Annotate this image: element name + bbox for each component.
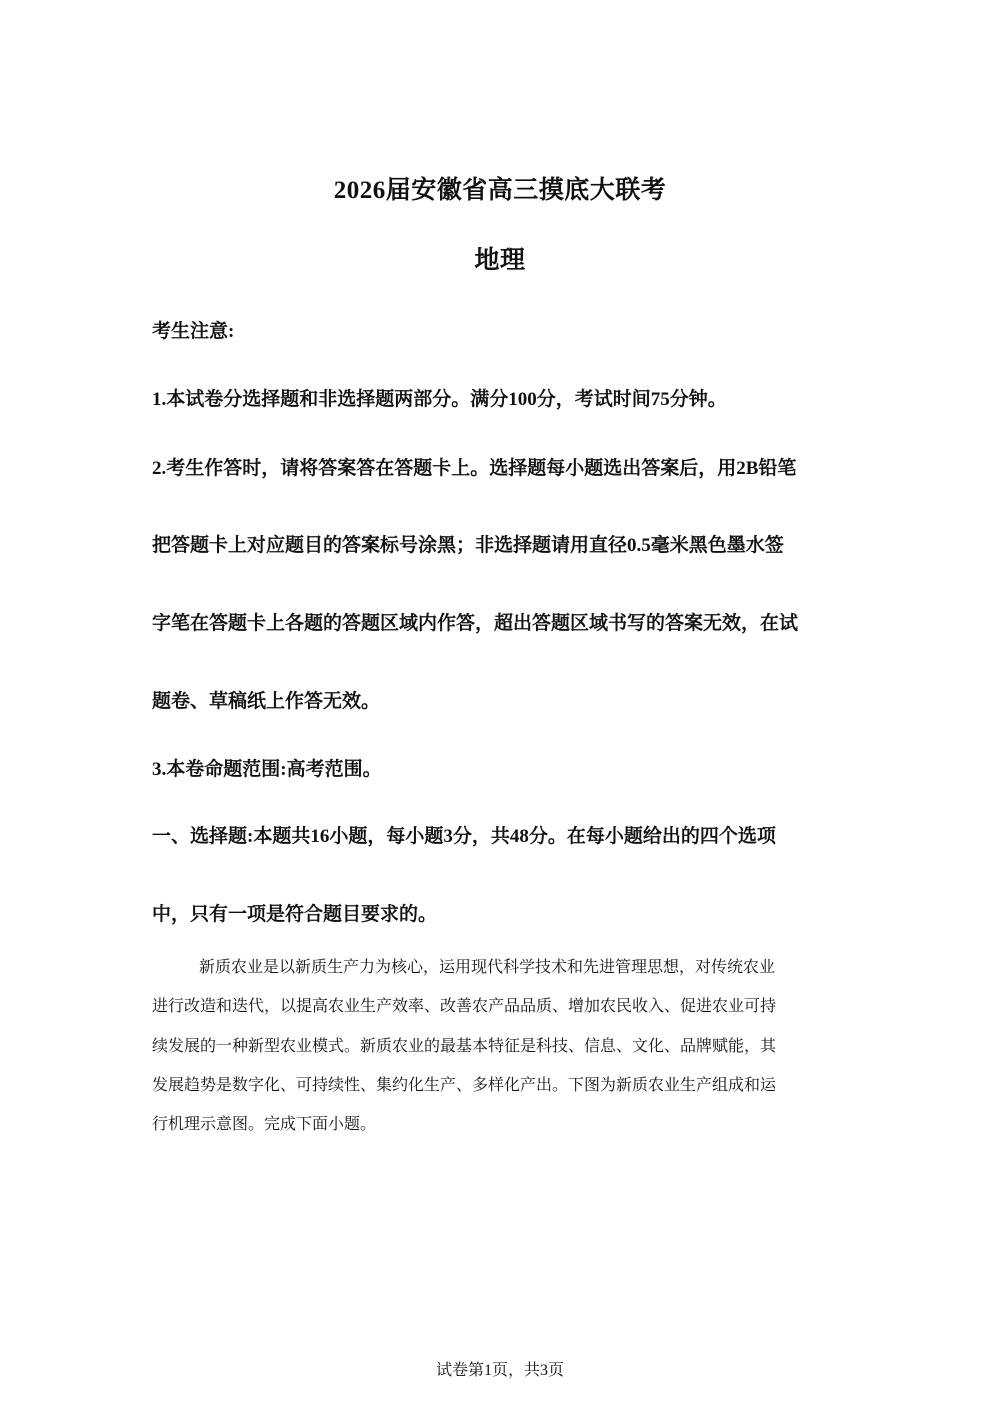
page-footer: 试卷第1页，共3页 [435,1362,564,1379]
notice-item-2-line-1: 2.考生作答时，请将答案答在答题卡上。选择题每小题选出答案后，用2B铅笔 [152,458,797,479]
notice-item-1: 1.本试卷分选择题和非选择题两部分。满分100分，考试时间75分钟。 [152,389,727,410]
passage-line-3: 续发展的一种新型农业模式。新质农业的最基本特征是科技、信息、文化、品牌赋能，其 [152,1036,777,1055]
notice-item-2-line-3: 字笔在答题卡上各题的答题区域内作答，超出答题区域书写的答案无效，在试 [152,613,799,634]
exam-title: 2026届安徽省高三摸底大联考 [333,177,667,204]
notice-item-3: 3.本卷命题范围:高考范围。 [152,759,382,780]
notice-heading: 考生注意: [152,321,235,342]
passage-line-2: 进行改造和迭代，以提高农业生产效率、改善农产品品质、增加农民收入、促进农业可持 [152,996,777,1015]
notice-item-2-line-2: 把答题卡上对应题目的答案标号涂黑；非选择题请用直径0.5毫米黑色墨水签 [152,535,784,556]
passage-line-5: 行机理示意图。完成下面小题。 [152,1114,377,1133]
notice-item-2-line-4: 题卷、草稿纸上作答无效。 [152,691,381,712]
subject-title: 地理 [474,247,526,274]
section-heading-line-1: 一、选择题:本题共16小题，每小题3分，共48分。在每小题给出的四个选项 [152,826,776,847]
passage-line-1: 新质农业是以新质生产力为核心，运用现代科学技术和先进管理思想，对传统农业 [199,957,776,976]
section-heading-line-2: 中，只有一项是符合题目要求的。 [152,904,438,925]
passage-line-4: 发展趋势是数字化、可持续性、集约化生产、多样化产出。下图为新质农业生产组成和运 [152,1075,777,1094]
